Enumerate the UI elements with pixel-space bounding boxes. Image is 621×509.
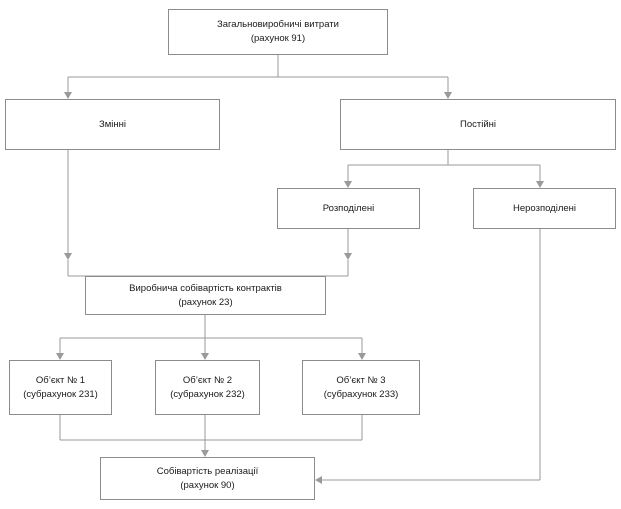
arrow-variable-to-cost	[64, 253, 72, 260]
node-overhead-line2: (рахунок 91)	[250, 33, 306, 44]
node-object-2	[155, 360, 260, 415]
node-production-cost-line1: Виробнича собівартість контрактів	[129, 282, 282, 294]
arrow-unallocated-to-sales	[315, 476, 322, 484]
arrow-to-variable	[64, 92, 72, 99]
node-sales-cost-line2: (рахунок 90)	[180, 479, 235, 491]
arrow-to-object2	[201, 353, 209, 360]
node-overhead	[168, 9, 388, 55]
node-sales-cost-line1: Собівартість реалізації	[156, 465, 259, 477]
node-fixed-line1: Постійні	[460, 118, 496, 130]
node-allocated	[277, 188, 420, 229]
node-object-3	[302, 360, 420, 415]
node-unallocated	[473, 188, 616, 229]
node-object-1-line2: (субрахунок 231)	[23, 388, 98, 400]
node-object-2-line2: (субрахунок 232)	[170, 388, 245, 400]
node-allocated-line1: Розподілені	[322, 202, 375, 214]
node-fixed	[340, 99, 616, 150]
node-sales-cost	[100, 457, 315, 500]
node-production-cost	[85, 276, 326, 315]
node-production-cost-line2: (рахунок 23)	[178, 296, 233, 308]
node-object-3-line2: (субрахунок 233)	[323, 388, 399, 400]
node-object-2-line1: Об’єкт № 2	[182, 374, 233, 386]
arrow-to-object3	[358, 353, 366, 360]
node-object-1	[9, 360, 112, 415]
node-object-3-line1: Об’єкт № 3	[336, 374, 386, 386]
node-object-1-line1: Об’єкт № 1	[35, 374, 86, 386]
arrow-to-sales	[201, 450, 209, 457]
arrow-to-object1	[56, 353, 64, 360]
node-overhead-line1: Загальновиробничі витрати	[217, 19, 339, 30]
node-variable-line1: Змінні	[99, 118, 126, 130]
arrow-to-unallocated	[536, 181, 544, 188]
node-unallocated-line1: Нерозподілені	[512, 202, 577, 214]
arrow-to-allocated	[344, 181, 352, 188]
arrow-allocated-to-cost	[344, 253, 352, 260]
node-variable	[5, 99, 220, 150]
arrow-to-fixed	[444, 92, 452, 99]
